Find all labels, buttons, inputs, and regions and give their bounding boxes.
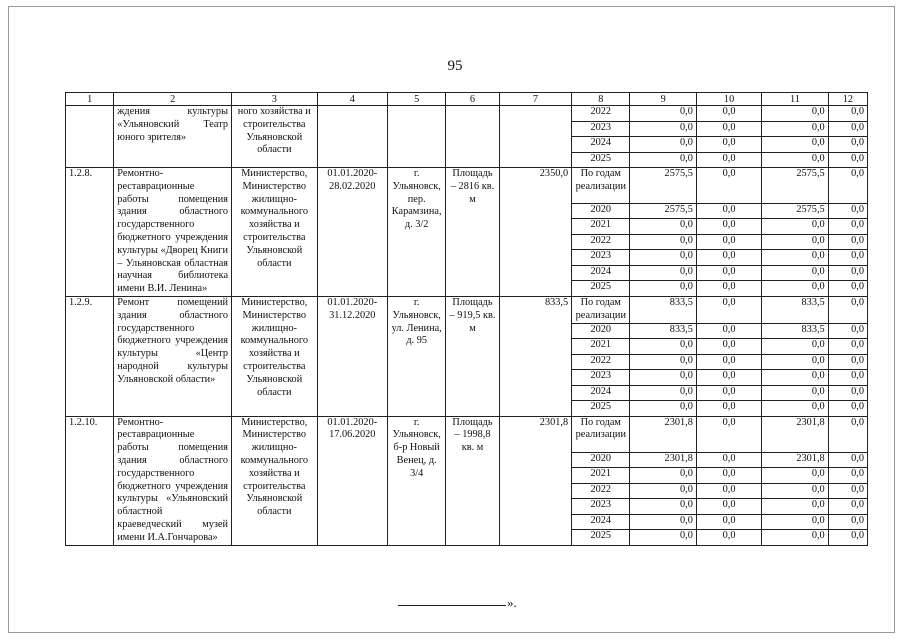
- value-col12: 0,0: [828, 370, 867, 386]
- entry-area: Площадь – 1998,8 кв. м: [446, 416, 499, 545]
- entry-cost: 2301,8: [499, 416, 571, 545]
- year-cell: 2022: [572, 354, 630, 370]
- year-cell: 2021: [572, 468, 630, 484]
- header-cell: 12: [828, 93, 867, 106]
- value-col12: 0,0: [828, 203, 867, 219]
- year-cell: 2025: [572, 281, 630, 297]
- value-col9: 0,0: [630, 219, 696, 235]
- value-col10: 0,0: [696, 106, 761, 122]
- value-col10: 0,0: [696, 370, 761, 386]
- value-col9: 0,0: [630, 468, 696, 484]
- value-col11: 0,0: [762, 265, 828, 281]
- value-col12: 0,0: [828, 152, 867, 168]
- value-col9: 0,0: [630, 370, 696, 386]
- value-col12: 0,0: [828, 234, 867, 250]
- entry-description: Ремонтно-реставрационные работы помещения здания областного государственного бюджетного учреждения культуры «Ульяновский областной краеведческий музей имени И.А.Гончарова»: [114, 416, 232, 545]
- table-body: [66, 93, 868, 546]
- value-col10: 0,0: [696, 234, 761, 250]
- program-table: [65, 92, 868, 546]
- entry-row: [66, 416, 868, 452]
- value-col9: 0,0: [630, 250, 696, 266]
- value-col9: 0,0: [630, 530, 696, 546]
- header-cell: 9: [630, 93, 696, 106]
- year-cell: 2024: [572, 137, 630, 153]
- value-col12: 0,0: [828, 401, 867, 417]
- entry-number: 1.2.8.: [66, 168, 114, 297]
- cont-cost-cell: [499, 106, 571, 168]
- value-col9: 0,0: [630, 401, 696, 417]
- cont-num-cell: [66, 106, 114, 168]
- value-col9: 0,0: [630, 265, 696, 281]
- year-cell: 2020: [572, 452, 630, 468]
- total-col10: 0,0: [696, 168, 761, 204]
- value-col12: 0,0: [828, 514, 867, 530]
- cont-executor-cell: ного хозяйства и строительства Ульяновской области: [232, 106, 318, 168]
- header-cell: 3: [232, 93, 318, 106]
- value-col12: 0,0: [828, 137, 867, 153]
- header-cell: 6: [446, 93, 499, 106]
- entry-number: 1.2.10.: [66, 416, 114, 545]
- value-col12: 0,0: [828, 106, 867, 122]
- year-cell: 2023: [572, 370, 630, 386]
- entry-cost: 833,5: [499, 296, 571, 416]
- entry-executor: Министерство, Министерство жилищно-коммунального хозяйства и строительства Ульяновской области: [232, 168, 318, 297]
- value-col9: 0,0: [630, 385, 696, 401]
- total-col12: 0,0: [828, 296, 867, 323]
- value-col11: 833,5: [762, 323, 828, 339]
- value-col11: 0,0: [762, 468, 828, 484]
- value-col10: 0,0: [696, 137, 761, 153]
- value-col11: 0,0: [762, 219, 828, 235]
- header-cell: 1: [66, 93, 114, 106]
- value-col10: 0,0: [696, 401, 761, 417]
- value-col12: 0,0: [828, 468, 867, 484]
- header-cell: 4: [317, 93, 387, 106]
- year-cell: 2024: [572, 265, 630, 281]
- entry-address: г. Ульяновск, пер. Карамзина, д. 3/2: [387, 168, 445, 297]
- value-col9: 0,0: [630, 152, 696, 168]
- value-col12: 0,0: [828, 121, 867, 137]
- entry-cost: 2350,0: [499, 168, 571, 297]
- value-col12: 0,0: [828, 339, 867, 355]
- cont-description-cell: ждения культуры «Ульяновский Театр юного зрителя»: [114, 106, 232, 168]
- entry-dates: 01.01.2020-17.06.2020: [317, 416, 387, 545]
- total-label-cell: По годам реализации: [572, 168, 630, 204]
- header-cell: 2: [114, 93, 232, 106]
- value-col9: 0,0: [630, 121, 696, 137]
- value-col10: 0,0: [696, 250, 761, 266]
- value-col9: 0,0: [630, 339, 696, 355]
- header-cell: 10: [696, 93, 761, 106]
- value-col9: 833,5: [630, 323, 696, 339]
- entry-description: Ремонт помещений здания областного государственного бюджетного учреждения культуры «Центр народной культуры Ульяновской области»: [114, 296, 232, 416]
- value-col12: 0,0: [828, 530, 867, 546]
- total-label-cell: По годам реализации: [572, 296, 630, 323]
- total-col11: 2575,5: [762, 168, 828, 204]
- entry-executor: Министерство, Министерство жилищно-коммунального хозяйства и строительства Ульяновской области: [232, 416, 318, 545]
- value-col10: 0,0: [696, 265, 761, 281]
- value-col11: 0,0: [762, 137, 828, 153]
- value-col11: 0,0: [762, 385, 828, 401]
- total-col9: 2301,8: [630, 416, 696, 452]
- value-col11: 2301,8: [762, 452, 828, 468]
- total-col9: 833,5: [630, 296, 696, 323]
- value-col12: 0,0: [828, 452, 867, 468]
- year-cell: 2022: [572, 106, 630, 122]
- year-cell: 2024: [572, 514, 630, 530]
- value-col10: 0,0: [696, 203, 761, 219]
- value-col10: 0,0: [696, 121, 761, 137]
- value-col11: 0,0: [762, 499, 828, 515]
- year-cell: 2020: [572, 203, 630, 219]
- value-col12: 0,0: [828, 483, 867, 499]
- value-col11: 0,0: [762, 401, 828, 417]
- value-col12: 0,0: [828, 385, 867, 401]
- value-col10: 0,0: [696, 219, 761, 235]
- entry-number: 1.2.9.: [66, 296, 114, 416]
- value-col12: 0,0: [828, 281, 867, 297]
- table-row: [66, 106, 868, 122]
- value-col12: 0,0: [828, 250, 867, 266]
- entry-row: [66, 168, 868, 204]
- value-col10: 0,0: [696, 514, 761, 530]
- value-col11: 0,0: [762, 250, 828, 266]
- value-col10: 0,0: [696, 281, 761, 297]
- entry-description: Ремонтно-реставрационные работы помещения здания областного государственного бюджетного учреждения культуры «Дворец Книги – Ульяновская областная научная библиотека имени В.И. Ленина»: [114, 168, 232, 297]
- header-cell: 5: [387, 93, 445, 106]
- year-cell: 2022: [572, 234, 630, 250]
- entry-area: Площадь – 919,5 кв. м: [446, 296, 499, 416]
- value-col10: 0,0: [696, 354, 761, 370]
- cont-address-cell: [387, 106, 445, 168]
- value-col9: 0,0: [630, 106, 696, 122]
- year-cell: 2022: [572, 483, 630, 499]
- header-row: [66, 93, 868, 106]
- value-col11: 0,0: [762, 370, 828, 386]
- value-col10: 0,0: [696, 339, 761, 355]
- total-col10: 0,0: [696, 416, 761, 452]
- year-cell: 2025: [572, 152, 630, 168]
- value-col9: 0,0: [630, 514, 696, 530]
- footer-signature-line: [398, 605, 506, 606]
- header-cell: 11: [762, 93, 828, 106]
- value-col12: 0,0: [828, 219, 867, 235]
- year-cell: 2023: [572, 499, 630, 515]
- value-col10: 0,0: [696, 323, 761, 339]
- page-number: 95: [447, 58, 463, 74]
- value-col10: 0,0: [696, 468, 761, 484]
- value-col9: 0,0: [630, 499, 696, 515]
- value-col10: 0,0: [696, 499, 761, 515]
- value-col9: 2301,8: [630, 452, 696, 468]
- value-col11: 0,0: [762, 354, 828, 370]
- value-col10: 0,0: [696, 483, 761, 499]
- value-col11: 0,0: [762, 121, 828, 137]
- total-label-cell: По годам реализации: [572, 416, 630, 452]
- value-col9: 2575,5: [630, 203, 696, 219]
- entry-address: г. Ульяновск, ул. Ленина, д. 95: [387, 296, 445, 416]
- value-col10: 0,0: [696, 452, 761, 468]
- year-cell: 2024: [572, 385, 630, 401]
- cont-dates-cell: [317, 106, 387, 168]
- value-col12: 0,0: [828, 354, 867, 370]
- value-col9: 0,0: [630, 354, 696, 370]
- value-col11: 2575,5: [762, 203, 828, 219]
- entry-area: Площадь – 2816 кв. м: [446, 168, 499, 297]
- year-cell: 2023: [572, 121, 630, 137]
- year-cell: 2021: [572, 219, 630, 235]
- entry-dates: 01.01.2020-31.12.2020: [317, 296, 387, 416]
- value-col9: 0,0: [630, 281, 696, 297]
- footer-closing-quote: ».: [507, 595, 517, 610]
- value-col9: 0,0: [630, 234, 696, 250]
- value-col12: 0,0: [828, 499, 867, 515]
- value-col12: 0,0: [828, 323, 867, 339]
- year-cell: 2021: [572, 339, 630, 355]
- header-cell: 8: [572, 93, 630, 106]
- total-col12: 0,0: [828, 416, 867, 452]
- value-col11: 0,0: [762, 514, 828, 530]
- total-col11: 833,5: [762, 296, 828, 323]
- value-col11: 0,0: [762, 152, 828, 168]
- total-col10: 0,0: [696, 296, 761, 323]
- value-col10: 0,0: [696, 152, 761, 168]
- value-col11: 0,0: [762, 281, 828, 297]
- header-cell: 7: [499, 93, 571, 106]
- cont-area-cell: [446, 106, 499, 168]
- entry-executor: Министерство, Министерство жилищно-коммунального хозяйства и строительства Ульяновской области: [232, 296, 318, 416]
- entry-row: [66, 296, 868, 323]
- total-col12: 0,0: [828, 168, 867, 204]
- value-col10: 0,0: [696, 385, 761, 401]
- entry-address: г. Ульяновск, б-р Новый Венец, д. 3/4: [387, 416, 445, 545]
- total-col9: 2575,5: [630, 168, 696, 204]
- value-col11: 0,0: [762, 483, 828, 499]
- value-col9: 0,0: [630, 483, 696, 499]
- value-col10: 0,0: [696, 530, 761, 546]
- value-col11: 0,0: [762, 106, 828, 122]
- value-col11: 0,0: [762, 530, 828, 546]
- value-col12: 0,0: [828, 265, 867, 281]
- total-col11: 2301,8: [762, 416, 828, 452]
- year-cell: 2020: [572, 323, 630, 339]
- value-col11: 0,0: [762, 234, 828, 250]
- value-col9: 0,0: [630, 137, 696, 153]
- year-cell: 2025: [572, 530, 630, 546]
- value-col11: 0,0: [762, 339, 828, 355]
- entry-dates: 01.01.2020-28.02.2020: [317, 168, 387, 297]
- year-cell: 2023: [572, 250, 630, 266]
- year-cell: 2025: [572, 401, 630, 417]
